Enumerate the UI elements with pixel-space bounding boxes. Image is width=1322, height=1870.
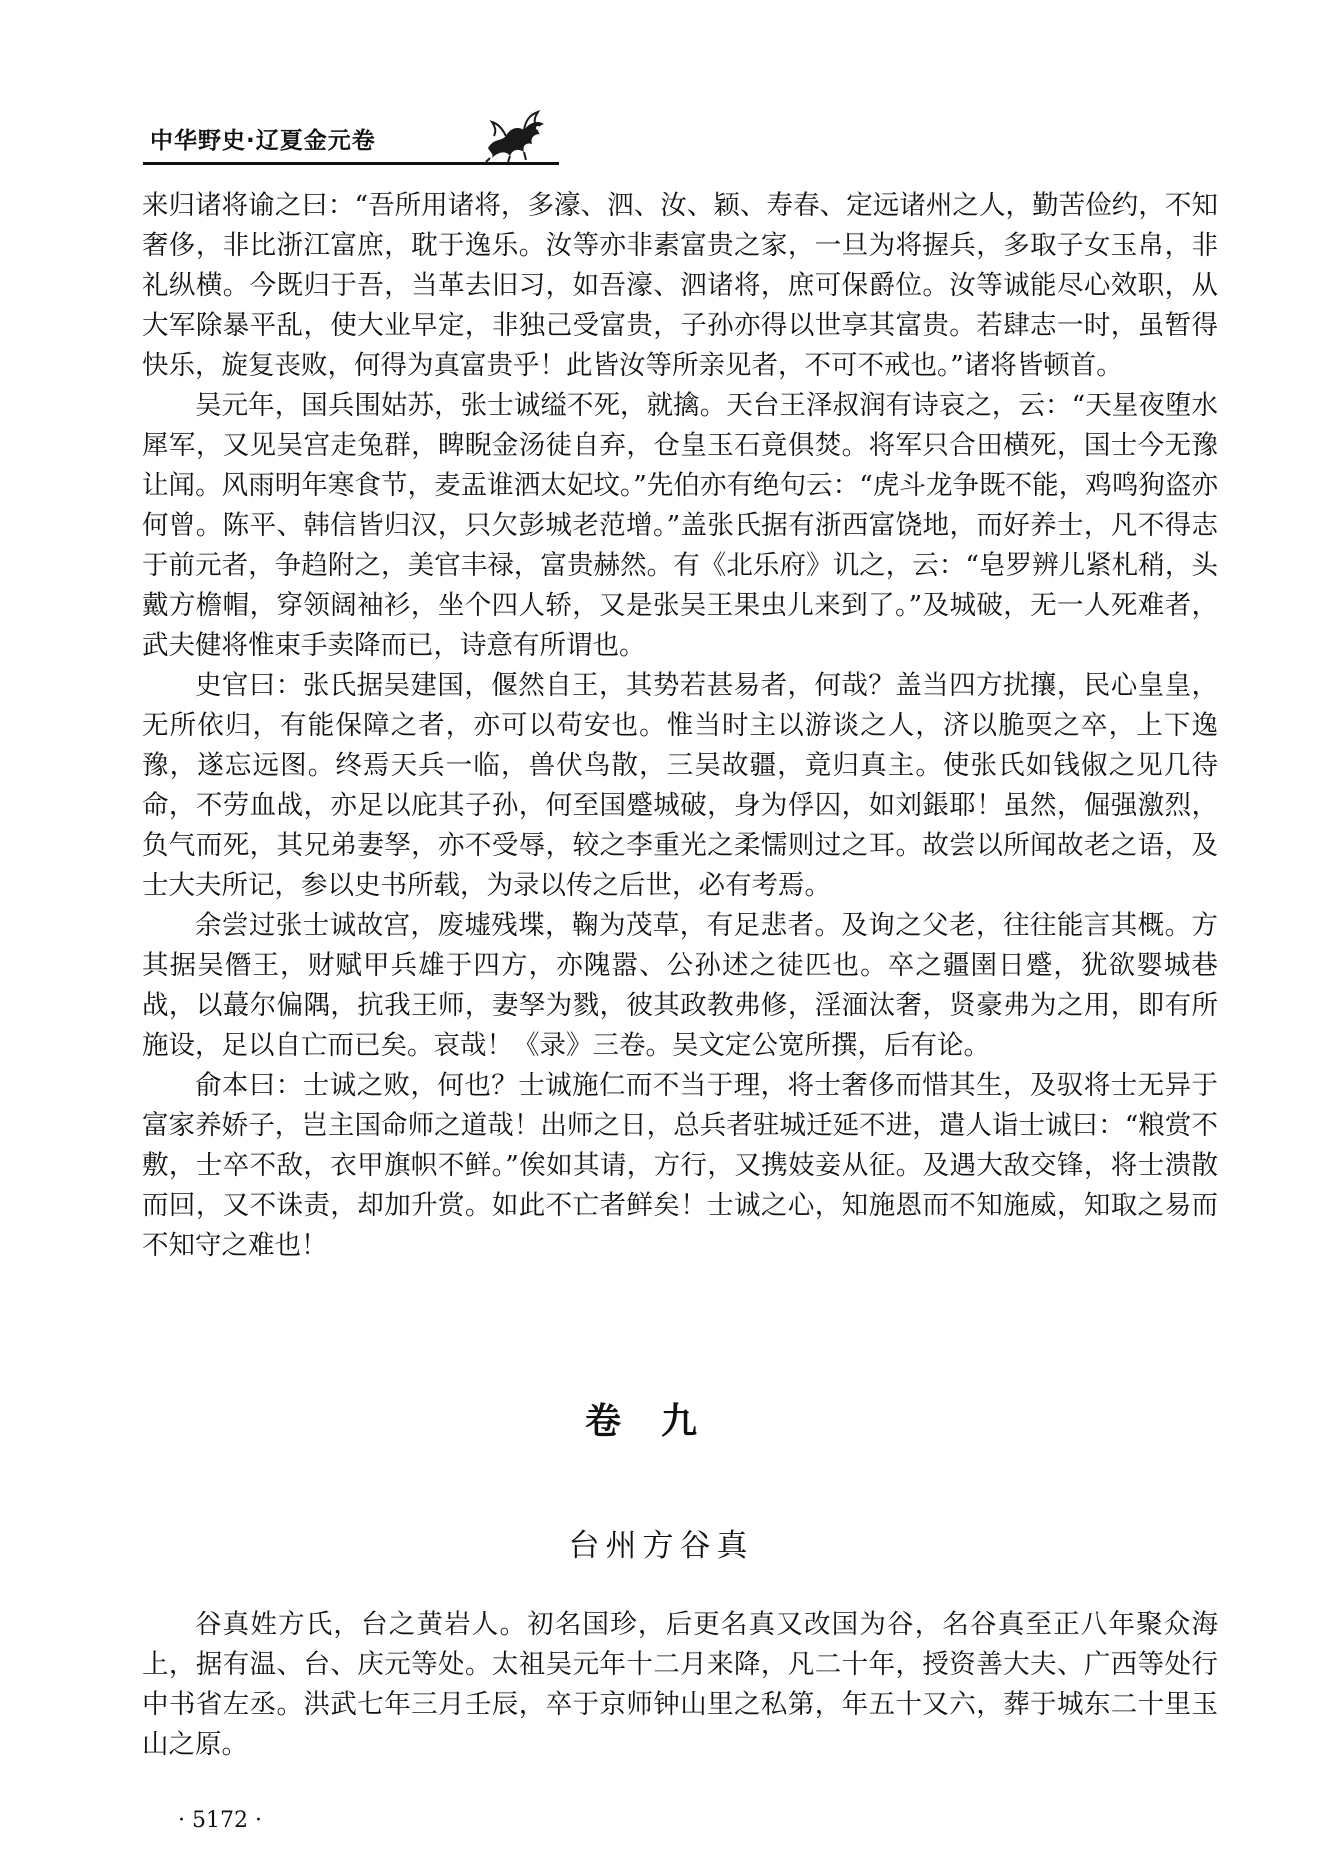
paragraph: 余尝过张士诚故宫，废墟残堞，鞠为茂草，有足悲者。及询之父老，往往能言其概。方其据吴僭王，财赋甲兵雄于四方，亦隗嚣、公孙述之徒匹也。卒之疆圉日蹙，犹欲婴城巷战，以蕞尔偏隅，抗我王师，妻孥为戮，彼其政教弗修，淫湎汰奢，贤豪弗为之用，即有所施设，足以自亡而已矣。哀哉！《录》三卷。吴文定公宽所撰，后有论。 (142, 910, 1218, 1061)
paragraph: 来归诸将谕之曰：“吾所用诸将，多濠、泗、汝、颖、寿春、定远诸州之人，勤苦俭约，不知奢侈，非比浙江富庶，耽于逸乐。汝等亦非素富贵之家，一旦为将握兵，多取子女玉帛，非礼纵横。今既归于吾，当革去旧习，如吾濠、泗诸将，庶可保爵位。汝等诚能尽心效职，从大军除暴平乱，使大业早定，非独己受富贵，子孙亦得以世享其富贵。若肆志一时，虽暂得快乐，旋复丧败，何得为真富贵乎！此皆汝等所亲见者，不可不戒也。”诸将皆顿首。 (142, 190, 1218, 381)
running-header-title: 中华野史·辽夏金元卷 (150, 128, 376, 154)
running-header (150, 108, 550, 168)
dragon-emblem-icon (480, 108, 550, 164)
paragraph: 谷真姓方氏，台之黄岩人。初名国珍，后更名真又改国为谷，名谷真至正八年聚众海上，据有温、台、庆元等处。太祖吴元年十二月来降，凡二十年，授资善大夫、广西等处行中书省左丞。洪武七年三月壬辰，卒于京师钟山里之私第，年五十又六，葬于城东二十里玉山之原。 (142, 1609, 1218, 1760)
body-text-top (142, 186, 1218, 1266)
paragraph: 史官曰：张氏据吴建国，偃然自王，其势若甚易者，何哉？盖当四方扰攘，民心皇皇，无所依归，有能保障之者，亦可以苟安也。惟当时主以游谈之人，济以脆耎之卒，上下逸豫，遂忘远图。终焉天兵一临，兽伏鸟散，三吴故疆，竟归真主。使张氏如钱俶之见几待命，不劳血战，亦足以庇其子孙，何至国蹙城破，身为俘囚，如刘鋹耶！虽然，倔强激烈，负气而死，其兄弟妻孥，亦不受辱，较之李重光之柔懦则过之耳。故尝以所闻故老之语，及士大夫所记，参以史书所载，为录以传之后世，必有考焉。 (142, 670, 1218, 901)
header-rule (143, 162, 559, 165)
body-text-bottom (142, 1605, 1218, 1765)
section-title: 台州方谷真 (568, 1528, 754, 1564)
volume-title: 卷九 (584, 1401, 737, 1442)
paragraph: 吴元年，国兵围姑苏，张士诚缢不死，就擒。天台王泽叔润有诗哀之，云：“天星夜堕水犀军，又见吴宫走兔群，睥睨金汤徒自弃，仓皇玉石竟俱焚。将军只合田横死，国士今无豫让闻。风雨明年寒食节，麦盂谁洒太妃坟。”先伯亦有绝句云：“虎斗龙争既不能，鸡鸣狗盗亦何曾。陈平、韩信皆归汉，只欠彭城老范增。”盖张氏据有浙西富饶地，而好养士，凡不得志于前元者，争趋附之，美官丰禄，富贵赫然。有《北乐府》讥之，云：“皂罗辨儿紧札稍，头戴方檐帽，穿领阔袖衫，坐个四人轿，又是张吴王果虫儿来到了。”及城破，无一人死难者，武夫健将惟束手卖降而已，诗意有所谓也。 (142, 390, 1218, 661)
page-number: · 5172 · (178, 1808, 262, 1833)
paragraph: 俞本曰：士诚之败，何也？士诚施仁而不当于理，将士奢侈而惜其生，及驭将士无异于富家养娇子，岂主国命师之道哉！出师之日，总兵者驻城迁延不进，遣人诣士诚曰：“粮赏不敷，士卒不敌，衣甲旗帜不鲜。”俟如其请，方行，又携妓妾从征。及遇大敌交锋，将士溃散而回，又不诛责，却加升赏。如此不亡者鲜矣！士诚之心，知施恩而不知施威，知取之易而不知守之难也！ (142, 1070, 1218, 1261)
